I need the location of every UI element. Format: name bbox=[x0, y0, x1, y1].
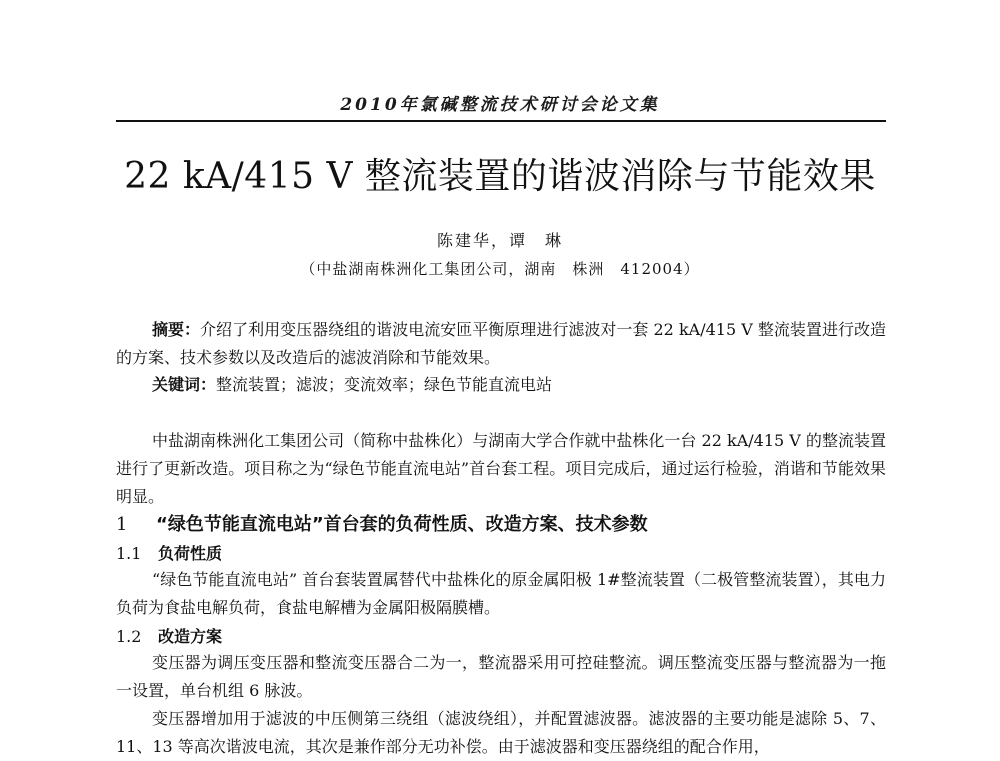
keywords bbox=[116, 371, 886, 399]
section-1-2-number: 1.2 bbox=[116, 627, 142, 646]
abstract-text: 介绍了利用变压器绕组的谐波电流安匝平衡原理进行滤波对一套 22 kA/415 V 整流装置进行改造的方案、技术参数以及改造后的滤波消除和节能效果。 bbox=[116, 320, 886, 367]
keywords-text: 整流装置；滤波；变流效率；绿色节能直流电站 bbox=[216, 375, 553, 394]
section-1-title: “绿色节能直流电站”首台套的负荷性质、改造方案、技术参数 bbox=[156, 514, 648, 535]
intro-paragraph: 中盐湖南株洲化工集团公司（简称中盐株化）与湖南大学合作就中盐株化一台 22 kA/415 V 的整流装置进行了更新改造。项目称之为“绿色节能直流电站”首台套工程。项目完成后，通过运行检验，消谐和节能效果明显。 bbox=[116, 431, 886, 506]
section-1-1-paragraph: “绿色节能直流电站” 首台套装置属替代中盐株化的原金属阳极 1#整流装置（二极管整流装置），其电力负荷为食盐电解负荷，食盐电解槽为金属阳极隔膜槽。 bbox=[116, 570, 886, 617]
affiliation: （中盐湖南株洲化工集团公司，湖南 株洲 412004） bbox=[300, 260, 700, 278]
section-1-2-paragraph-1: 变压器为调压变压器和整流变压器合二为一，整流器采用可控硅整流。调压整流变压器与整流器为一拖一设置，单台机组 6 脉波。 bbox=[116, 653, 886, 700]
section-1-heading bbox=[116, 510, 886, 536]
abstract-label: 摘要： bbox=[152, 320, 201, 339]
section-1-2-paragraph-2: 变压器增加用于滤波的中压侧第三绕组（滤波绕组），并配置滤波器。滤波器的主要功能是滤除 5、7、11、13 等高次谐波电流，其次是兼作部分无功补偿。由于滤波器和变压器绕组的配合作用， bbox=[116, 709, 886, 756]
running-header: 2010年氯碱整流技术研讨会论文集 bbox=[340, 95, 660, 115]
section-1-1-title: 负荷性质 bbox=[158, 544, 223, 563]
section-1-2-heading bbox=[116, 624, 886, 647]
paper-title: 22 kA/415 V 整流装置的谐波消除与节能效果 bbox=[124, 156, 876, 197]
section-1-number: 1 bbox=[116, 514, 128, 535]
abstract bbox=[116, 316, 886, 372]
header-rule bbox=[116, 120, 886, 122]
section-1-1-heading bbox=[116, 541, 886, 564]
section-1-1-number: 1.1 bbox=[116, 544, 142, 563]
keywords-label: 关键词： bbox=[152, 375, 217, 394]
authors: 陈建华，谭 琳 bbox=[436, 231, 563, 250]
section-1-2-title: 改造方案 bbox=[158, 627, 223, 646]
